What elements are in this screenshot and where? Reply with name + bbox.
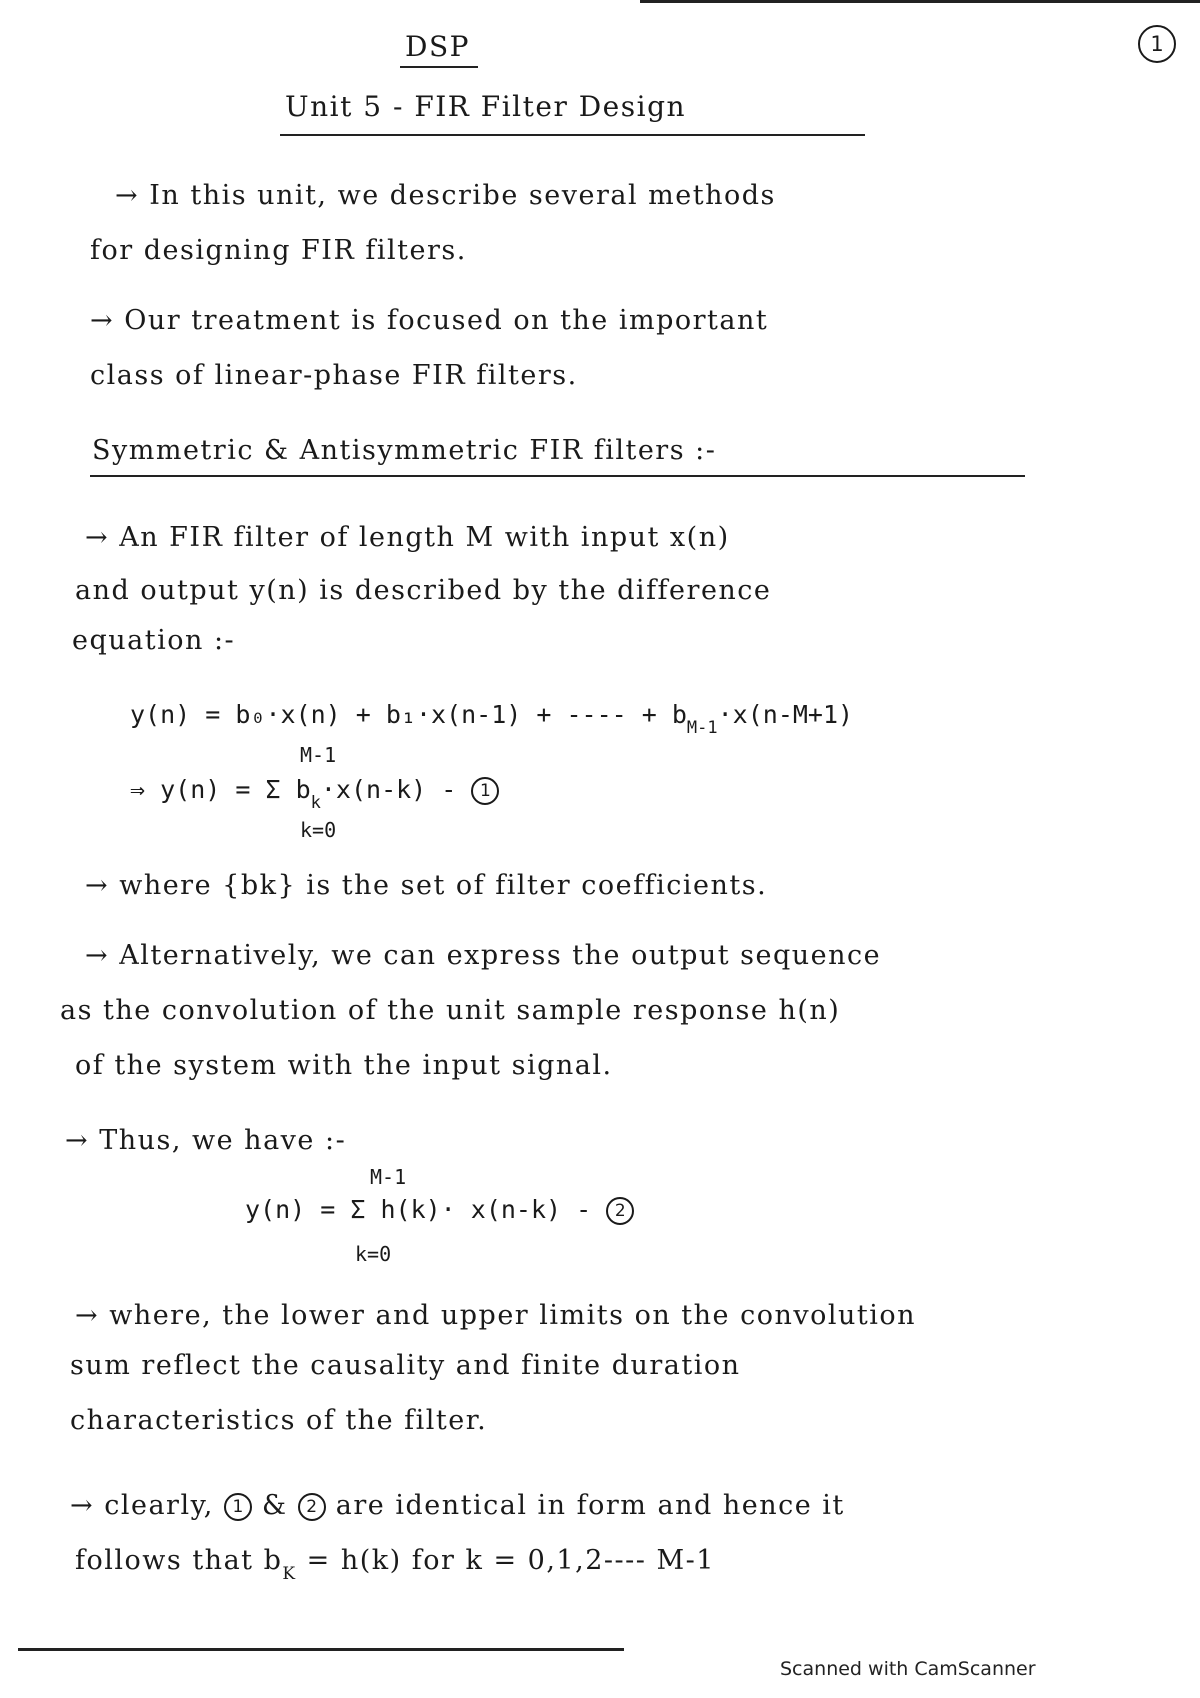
section-heading-underline	[90, 475, 1025, 477]
para3-line-2: sum reflect the causality and finite duration	[70, 1350, 741, 1381]
para2-line-1: → where {bk} is the set of filter coefficients.	[85, 870, 768, 901]
intro-line-3: → Our treatment is focused on the important	[90, 305, 769, 336]
intro-line-2: for designing FIR filters.	[90, 235, 467, 266]
equation-1-line-a: y(n) = b₀·x(n) + b₁·x(n-1) + ---- + $b_{M-1}\cdot x(n-M+1)$	[130, 700, 854, 738]
equation-2-line: y(n) = Σ h(k)· x(n-k) - 2	[245, 1195, 634, 1225]
bottom-border-line	[18, 1648, 624, 1651]
para2-line-4: of the system with the input signal.	[75, 1050, 613, 1081]
ref-circle-1: 1	[224, 1493, 252, 1521]
equation-1-line-b: ⇒ y(n) = Σ $b_k\cdot x(n-k) - 1$	[130, 775, 499, 805]
equation-1-lower-limit: k=0	[300, 818, 337, 842]
ref-circle-2: 2	[298, 1493, 326, 1521]
para3-line-3: characteristics of the filter.	[70, 1405, 488, 1436]
subject-underline	[400, 66, 478, 68]
equation-1-tag: 1	[471, 777, 499, 805]
top-border-line	[640, 0, 1200, 3]
equation-2-upper-limit: M-1	[370, 1165, 407, 1189]
equation-2-tag: 2	[606, 1197, 634, 1225]
para4-line-1: → clearly, 1 & 2 are identical in form and hence it	[70, 1490, 845, 1521]
intro-line-4: class of linear-phase FIR filters.	[90, 360, 578, 391]
intro-line-1: → In this unit, we describe several methods	[115, 180, 776, 211]
subject-title: DSP	[405, 30, 470, 63]
para3-line-1: → where, the lower and upper limits on the convolution	[75, 1300, 917, 1331]
section-heading: Symmetric & Antisymmetric FIR filters :-	[92, 435, 717, 466]
para1-line-3: equation :-	[72, 625, 236, 656]
para1-line-1: → An FIR filter of length M with input x(n)	[85, 522, 730, 553]
para2-line-2: → Alternatively, we can express the output sequence	[85, 940, 882, 971]
equation-2-lower-limit: k=0	[355, 1242, 392, 1266]
unit-title-underline	[280, 134, 865, 136]
para2-line-5: → Thus, we have :-	[65, 1125, 347, 1156]
para1-line-2: and output y(n) is described by the difference	[75, 575, 772, 606]
para2-line-3: as the convolution of the unit sample response h(n)	[60, 995, 841, 1026]
para4-line-2: follows that $b_K = h(k)$ for k = 0,1,2---- M-1	[75, 1545, 715, 1584]
page-number: 1	[1138, 25, 1176, 63]
unit-title: Unit 5 - FIR Filter Design	[285, 90, 687, 123]
equation-1-upper-limit: M-1	[300, 743, 337, 767]
scanner-watermark: Scanned with CamScanner	[780, 1658, 1036, 1680]
